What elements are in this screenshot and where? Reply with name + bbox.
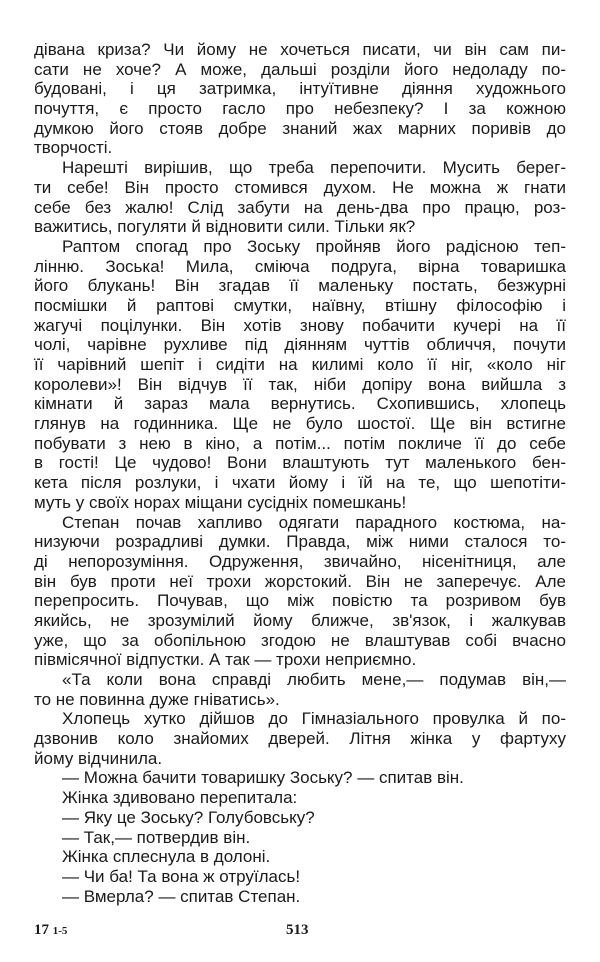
- text-line: її чарівний шепіт і сидіти на килимі коло її ніг, «коло ніг: [34, 355, 566, 374]
- text-line: кімнати й зараз мала вернутись. Схопившись, хлопець: [34, 394, 566, 414]
- text-line: ді непорозуміння. Одруження, звичайно, нісенітниця, але: [34, 551, 566, 571]
- text-line: «Та коли вона справді любить мене,— подумав він,—: [62, 670, 566, 689]
- text-line: лінню. Зоська! Мила, сміюча подруга, вірна товаришка: [34, 256, 566, 276]
- text-line: Жінка здивовано перепитала:: [62, 788, 298, 808]
- text-line: — Чи ба! Та вона ж отруїлась!: [62, 866, 301, 886]
- text-line: Степан почав хапливо одягати парадного костюма, на-: [62, 512, 566, 532]
- text-line: побувати з нею в кіно, а потім... потім покличе її до себе: [34, 433, 566, 453]
- text-line: глянув на годинника. Ще не було шостої. Ще він встигне: [34, 414, 566, 434]
- text-line: творчості.: [34, 138, 113, 158]
- signature-number: 17: [34, 922, 49, 938]
- page-number: 513: [286, 922, 309, 938]
- text-line: — Яку це Зоську? Голубовську?: [62, 807, 315, 827]
- text-line: почуття, є просто гасло про небезпеку? І за кожною: [34, 99, 566, 119]
- text-line: — Можна бачити товаришку Зоську? — спитав він.: [62, 768, 464, 788]
- book-page-text: [34, 40, 566, 906]
- text-line: жагучі поцілунки. Він хотів знову побачити кучері на її: [34, 315, 566, 335]
- text-line: його блукань! Він згадав її маленьку постать, безжурні: [34, 276, 566, 296]
- signature-sub: 1-5: [52, 925, 68, 937]
- text-line: сати не хоче? А може, дальші розділи його недоладу по-: [34, 59, 566, 79]
- text-line: дзвонив коло знайомих дверей. Літня жінка у фартуху: [34, 729, 566, 749]
- text-line: він був проти неї трохи жорстокий. Він не заперечує. Але: [34, 571, 566, 591]
- text-line: Нарешті вирішив, що треба перепочити. Мусить берег-: [62, 158, 566, 178]
- text-line: посмішки й раптові смутки, наївну, втішну філософію і: [34, 295, 566, 315]
- text-line: півмісячної відпустки. А так — трохи неприємно.: [34, 650, 417, 670]
- text-line: уже, що за обопільною згодою не влаштував собі вчасно: [34, 630, 566, 650]
- printer-signature: [34, 921, 67, 940]
- text-line: будовані, і ця затримка, інтуїтивне діяння художнього: [34, 79, 566, 99]
- text-line: кета після розлуки, і чхати йому і їй на те, що шепотіти-: [34, 473, 566, 493]
- text-line: важитись, погуляти й відновити сили. Тільки як?: [34, 217, 416, 237]
- text-line: Раптом спогад про Зоську пройняв його радісною теп-: [62, 236, 566, 256]
- text-line: королеви»! Він відчув її так, ніби допіру вона вийшла з: [34, 374, 566, 394]
- text-line: в гості! Це чудово! Вони влаштують тут маленького бен-: [34, 453, 566, 473]
- text-line: якийсь, не зрозумілий йому ближче, зв'язок, і жалкував: [34, 610, 566, 630]
- text-line: то не повинна дуже гніватись».: [34, 689, 280, 709]
- text-line: Хлопець хутко дійшов до Гімназіального провулка й по-: [62, 709, 566, 729]
- text-line: себе без жалю! Слід забути на день-два про працю, роз-: [34, 197, 566, 217]
- text-line: думкою його стояв добре знаний жах марних поривів до: [34, 118, 566, 138]
- text-line: — Так,— потвердив він.: [62, 827, 251, 847]
- text-line: низуючи розрадливі думки. Правда, між ними сталося то-: [34, 532, 566, 552]
- text-line: Жінка сплеснула в долоні.: [62, 847, 271, 867]
- text-line: муть у своїх норах міщани сусідніх помешкань!: [34, 492, 407, 512]
- text-line: ти себе! Він просто стомився духом. Не можна ж гнати: [34, 177, 566, 197]
- text-line: йому відчинила.: [34, 748, 163, 768]
- text-line: перепросить. Почував, що між повістю та розривом був: [34, 591, 566, 611]
- text-line: чолі, чарівне рухливе під діянням чуттів обличчя, почути: [34, 335, 566, 355]
- text-line: дівана криза? Чи йому не хочеться писати, чи він сам пи-: [34, 40, 566, 59]
- text-line: — Вмерла? — спитав Степан.: [62, 886, 301, 906]
